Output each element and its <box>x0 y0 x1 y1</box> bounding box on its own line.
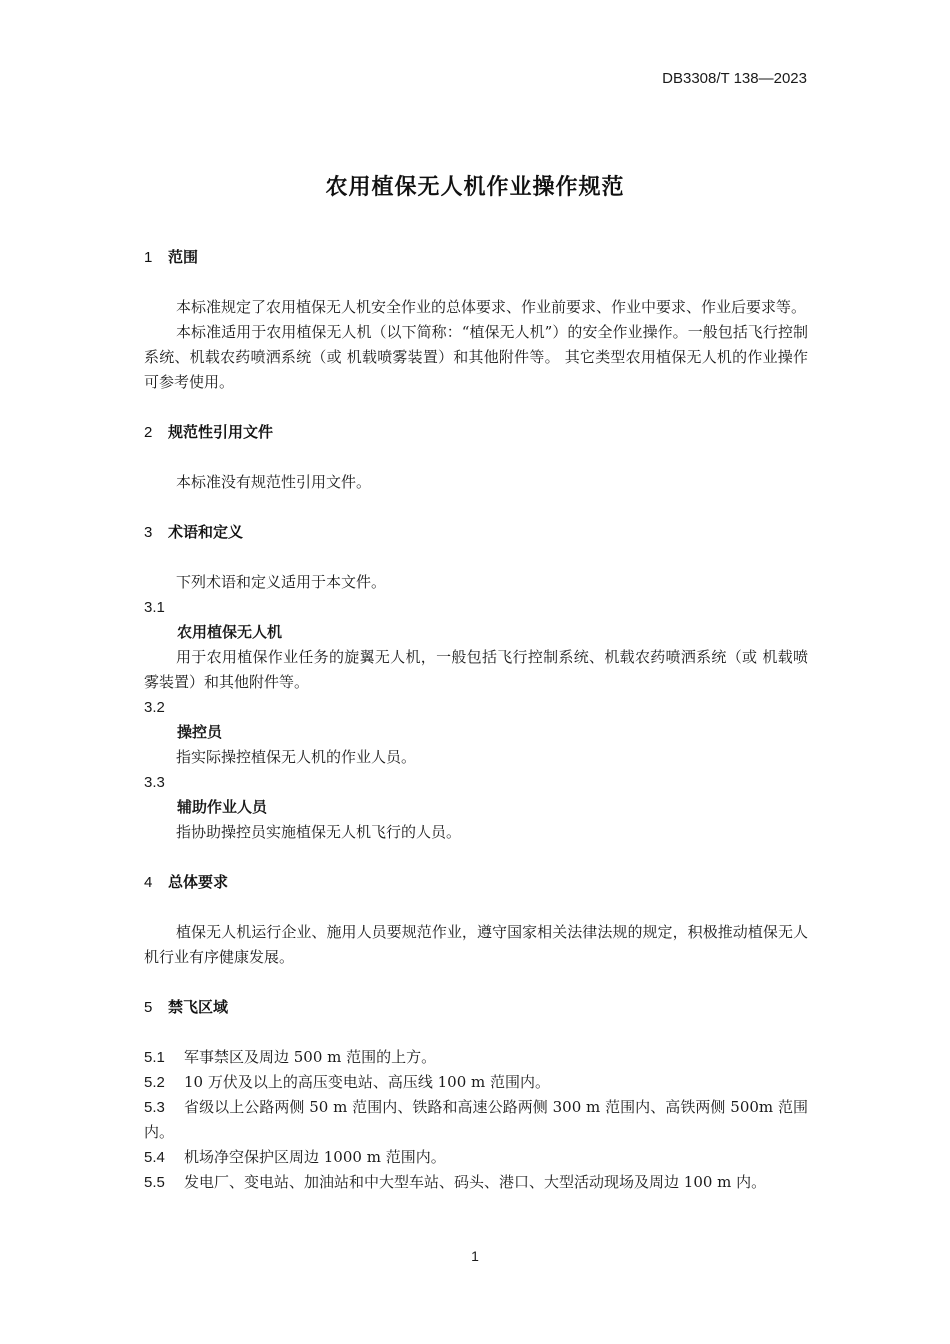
section-number: 4 <box>144 874 153 891</box>
page-number: 1 <box>471 1248 479 1264</box>
term-number: 3.1 <box>144 599 165 616</box>
term-name: 农用植保无人机 <box>177 623 283 641</box>
section-heading-3 <box>144 520 808 545</box>
term-definition: 指协助操控员实施植保无人机飞行的人员。 <box>176 823 462 841</box>
term-number: 3.3 <box>144 774 165 791</box>
item-text: 军事禁区及周边 500 m 范围的上方。 <box>184 1048 437 1066</box>
document-title: 农用植保无人机作业操作规范 <box>325 175 625 200</box>
item-number: 5.2 <box>144 1074 165 1091</box>
term-definition: 用于农用植保作业任务的旋翼无人机，一般包括飞行控制系统、机载农药喷洒系统（或 机载喷雾装置）和其他附件等。 <box>144 648 808 691</box>
paragraph: 下列术语和定义适用于本文件。 <box>176 573 387 591</box>
section-number: 5 <box>144 999 153 1016</box>
section-heading-4 <box>144 870 808 895</box>
section-heading-2 <box>144 420 808 445</box>
item-text: 发电厂、变电站、加油站和中大型车站、码头、港口、大型活动现场及周边 100 m 内。 <box>184 1173 767 1191</box>
standard-code: DB3308/T 138—2023 <box>662 70 807 87</box>
item-text: 机场净空保护区周边 1000 m 范围内。 <box>184 1148 446 1166</box>
item-text: 省级以上公路两侧 50 m 范围内、铁路和高速公路两侧 300 m 范围内、高铁两侧 500m 范围内。 <box>144 1098 808 1141</box>
list-item <box>144 1095 808 1145</box>
term-name: 辅助作业人员 <box>177 798 268 816</box>
item-number: 5.4 <box>144 1149 165 1166</box>
term-name: 操控员 <box>177 723 223 741</box>
list-item <box>144 1145 808 1170</box>
section-heading-5 <box>144 995 808 1020</box>
section-number: 1 <box>144 249 153 266</box>
term-number: 3.2 <box>144 699 165 716</box>
section-number: 2 <box>144 424 153 441</box>
paragraph: 本标准适用于农用植保无人机（以下简称：“植保无人机”）的安全作业操作。一般包括飞行控制系统、机载农药喷洒系统（或 机载喷雾装置）和其他附件等。 其它类型农用植保无人机的作业操作可参考使用。 <box>144 323 808 391</box>
term-definition: 指实际操控植保无人机的作业人员。 <box>176 748 417 766</box>
list-item <box>144 1170 808 1195</box>
paragraph: 本标准没有规范性引用文件。 <box>176 473 372 491</box>
paragraph: 植保无人机运行企业、施用人员要规范作业，遵守国家相关法律法规的规定，积极推动植保无人机行业有序健康发展。 <box>144 923 808 966</box>
item-text: 10 万伏及以上的高压变电站、高压线 100 m 范围内。 <box>184 1073 551 1091</box>
section-number: 3 <box>144 524 153 541</box>
section-heading-1 <box>144 245 808 270</box>
item-number: 5.1 <box>144 1049 165 1066</box>
document-body <box>144 245 808 1195</box>
item-number: 5.5 <box>144 1174 165 1191</box>
section-title: 规范性引用文件 <box>168 423 274 441</box>
paragraph: 本标准规定了农用植保无人机安全作业的总体要求、作业前要求、作业中要求、作业后要求等。 <box>176 298 807 316</box>
list-item <box>144 1070 808 1095</box>
section-title: 总体要求 <box>168 873 229 891</box>
list-item <box>144 1045 808 1070</box>
section-title: 术语和定义 <box>168 523 244 541</box>
section-title: 禁飞区域 <box>168 998 229 1016</box>
item-number: 5.3 <box>144 1099 165 1116</box>
section-title: 范围 <box>168 248 199 266</box>
